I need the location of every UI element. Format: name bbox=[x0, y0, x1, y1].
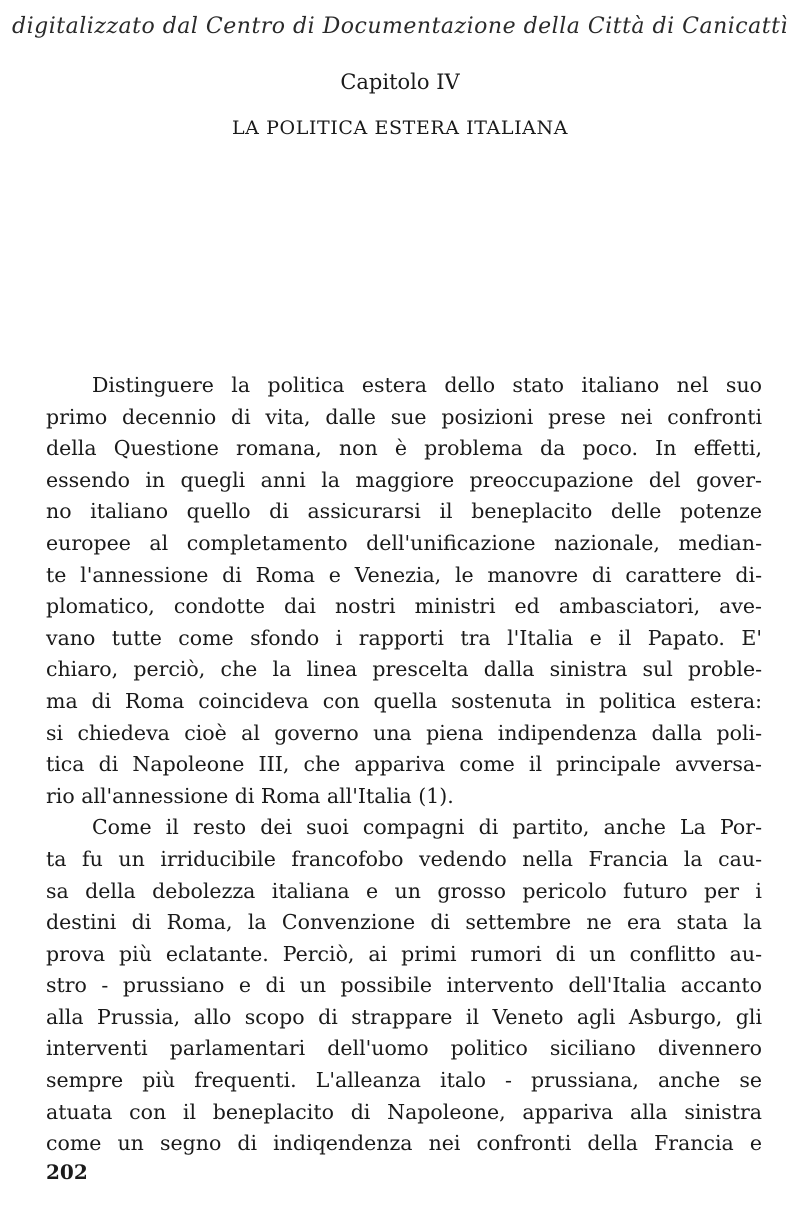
text-line: vano tutte come sfondo i rapporti tra l'Italia e il Papato. E' bbox=[46, 625, 762, 650]
text-line: atuata con il beneplacito di Napoleone, appariva alla sinistra bbox=[46, 1099, 762, 1124]
text-line: Distinguere la politica estera dello stato italiano nel suo bbox=[92, 373, 762, 397]
text-line: prova più eclatante. Perciò, ai primi rumori di un conflitto au- bbox=[46, 941, 762, 966]
text-line: sa della debolezza italiana e un grosso pericolo futuro per i bbox=[46, 878, 762, 903]
text-line: sempre più frequenti. L'alleanza italo - prussiana, anche se bbox=[46, 1068, 762, 1093]
text-line: europee al completamento dell'unificazione nazionale, median- bbox=[46, 530, 762, 555]
text-line: essendo in quegli anni la maggiore preoccupazione del gover- bbox=[46, 467, 762, 492]
text-line: interventi parlamentari dell'uomo politico siciliano divennero bbox=[46, 1036, 762, 1061]
text-line: ta fu un irriducibile francofobo vedendo nella Francia la cau- bbox=[46, 846, 762, 871]
page-number: 202 bbox=[46, 1160, 88, 1184]
text-line: no italiano quello di assicurarsi il beneplacito delle potenze bbox=[46, 499, 762, 524]
text-line: come un segno di indiqendenza nei confronti della Francia e bbox=[46, 1131, 762, 1156]
text-line: destini di Roma, la Convenzione di settembre ne era stata la bbox=[46, 910, 762, 935]
text-line: tica di Napoleone III, che appariva come il principale avversa- bbox=[46, 752, 762, 777]
watermark-text: digitalizzato dal Centro di Documentazione della Città di Canicattì bbox=[12, 14, 788, 39]
text-line: si chiedeva cioè al governo una piena indipendenza dalla poli- bbox=[46, 720, 762, 745]
text-line: ma di Roma coincideva con quella sostenuta in politica estera: bbox=[46, 688, 762, 713]
text-line: primo decennio di vita, dalle sue posizioni prese nei confronti bbox=[46, 404, 762, 429]
chapter-title: LA POLITICA ESTERA ITALIANA bbox=[231, 117, 569, 139]
text-line: alla Prussia, allo scopo di strappare il Veneto agli Asburgo, gli bbox=[46, 1004, 762, 1029]
paragraph-2 bbox=[46, 812, 762, 1160]
text-line: plomatico, condotte dai nostri ministri ed ambasciatori, ave- bbox=[46, 594, 762, 619]
text-line: te l'annessione di Roma e Venezia, le manovre di carattere di- bbox=[46, 562, 762, 587]
chapter-number: Capitolo IV bbox=[340, 70, 460, 94]
paragraph-1 bbox=[46, 370, 762, 812]
text-line: rio all'annessione di Roma all'Italia (1). bbox=[46, 783, 454, 808]
text-line: chiaro, perciò, che la linea prescelta dalla sinistra sul proble- bbox=[46, 657, 762, 682]
text-line: Come il resto dei suoi compagni di partito, anche La Por- bbox=[92, 815, 762, 840]
text-line: della Questione romana, non è problema da poco. In effetti, bbox=[46, 436, 762, 461]
body-text bbox=[46, 370, 762, 1160]
text-line: stro - prussiano e di un possibile intervento dell'Italia accanto bbox=[46, 973, 762, 998]
